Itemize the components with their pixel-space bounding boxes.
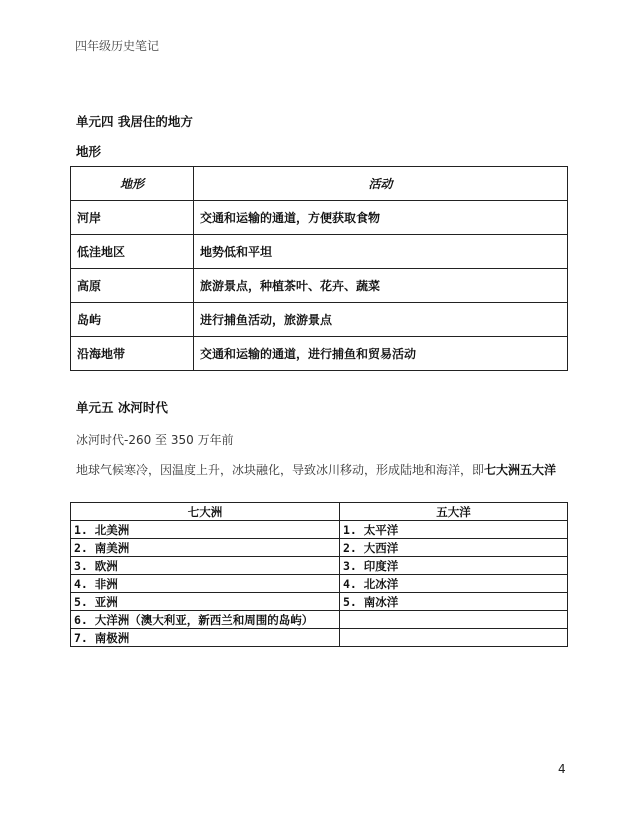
terrain-cell: 高原 — [71, 269, 194, 303]
terrain-cell: 沿海地带 — [71, 337, 194, 371]
ice-age-description — [76, 460, 566, 480]
table-row — [71, 629, 568, 647]
terrain-cell: 河岸 — [71, 201, 194, 235]
table-row — [71, 303, 568, 337]
ocean-cell: 3. 印度洋 — [340, 557, 568, 575]
ocean-cell: 2. 大西洋 — [340, 539, 568, 557]
ocean-cell — [340, 629, 568, 647]
continents-oceans-table — [70, 502, 568, 647]
description-text: 地球气候寒冷，因温度上升，冰块融化，导致冰川移动，形成陆地和海洋，即 — [76, 463, 485, 477]
activity-cell: 进行捕鱼活动，旅游景点 — [194, 303, 568, 337]
table-row — [71, 521, 568, 539]
continent-cell: 2. 南美洲 — [71, 539, 340, 557]
continent-cell: 3. 欧洲 — [71, 557, 340, 575]
activity-cell: 交通和运输的通道，方便获取食物 — [194, 201, 568, 235]
ocean-cell: 1. 太平洋 — [340, 521, 568, 539]
table-row — [71, 269, 568, 303]
ocean-cell: 5. 南冰洋 — [340, 593, 568, 611]
activity-cell: 旅游景点，种植茶叶、花卉、蔬菜 — [194, 269, 568, 303]
table-row — [71, 337, 568, 371]
column-header-terrain: 地形 — [71, 167, 194, 201]
page-header: 四年级历史笔记 — [75, 39, 160, 53]
continent-cell: 5. 亚洲 — [71, 593, 340, 611]
terrain-cell: 低洼地区 — [71, 235, 194, 269]
ocean-cell: 4. 北冰洋 — [340, 575, 568, 593]
ice-age-note: 冰河时代-260 至 350 万年前 — [76, 433, 234, 447]
unit4-heading: 单元四 我居住的地方 — [76, 114, 193, 129]
table-row — [71, 557, 568, 575]
terrain-subheading: 地形 — [76, 144, 102, 159]
activity-cell: 交通和运输的通道，进行捕鱼和贸易活动 — [194, 337, 568, 371]
terrain-cell: 岛屿 — [71, 303, 194, 337]
column-header-continents: 七大洲 — [71, 503, 340, 521]
table-row — [71, 593, 568, 611]
continent-cell: 4. 非洲 — [71, 575, 340, 593]
table-header-row — [71, 167, 568, 201]
column-header-oceans: 五大洋 — [340, 503, 568, 521]
continent-cell: 1. 北美洲 — [71, 521, 340, 539]
table-row — [71, 611, 568, 629]
activity-cell: 地势低和平坦 — [194, 235, 568, 269]
terrain-table — [70, 166, 568, 371]
table-row — [71, 575, 568, 593]
description-highlight: 七大洲五大洋 — [484, 463, 557, 477]
page-number: 4 — [558, 762, 566, 776]
continent-cell: 7. 南极洲 — [71, 629, 340, 647]
table-row — [71, 201, 568, 235]
table-row — [71, 539, 568, 557]
column-header-activity: 活动 — [194, 167, 568, 201]
unit5-heading: 单元五 冰河时代 — [76, 400, 168, 415]
ocean-cell — [340, 611, 568, 629]
table-header-row — [71, 503, 568, 521]
continent-cell: 6. 大洋洲（澳大利亚，新西兰和周围的岛屿） — [71, 611, 340, 629]
table-row — [71, 235, 568, 269]
